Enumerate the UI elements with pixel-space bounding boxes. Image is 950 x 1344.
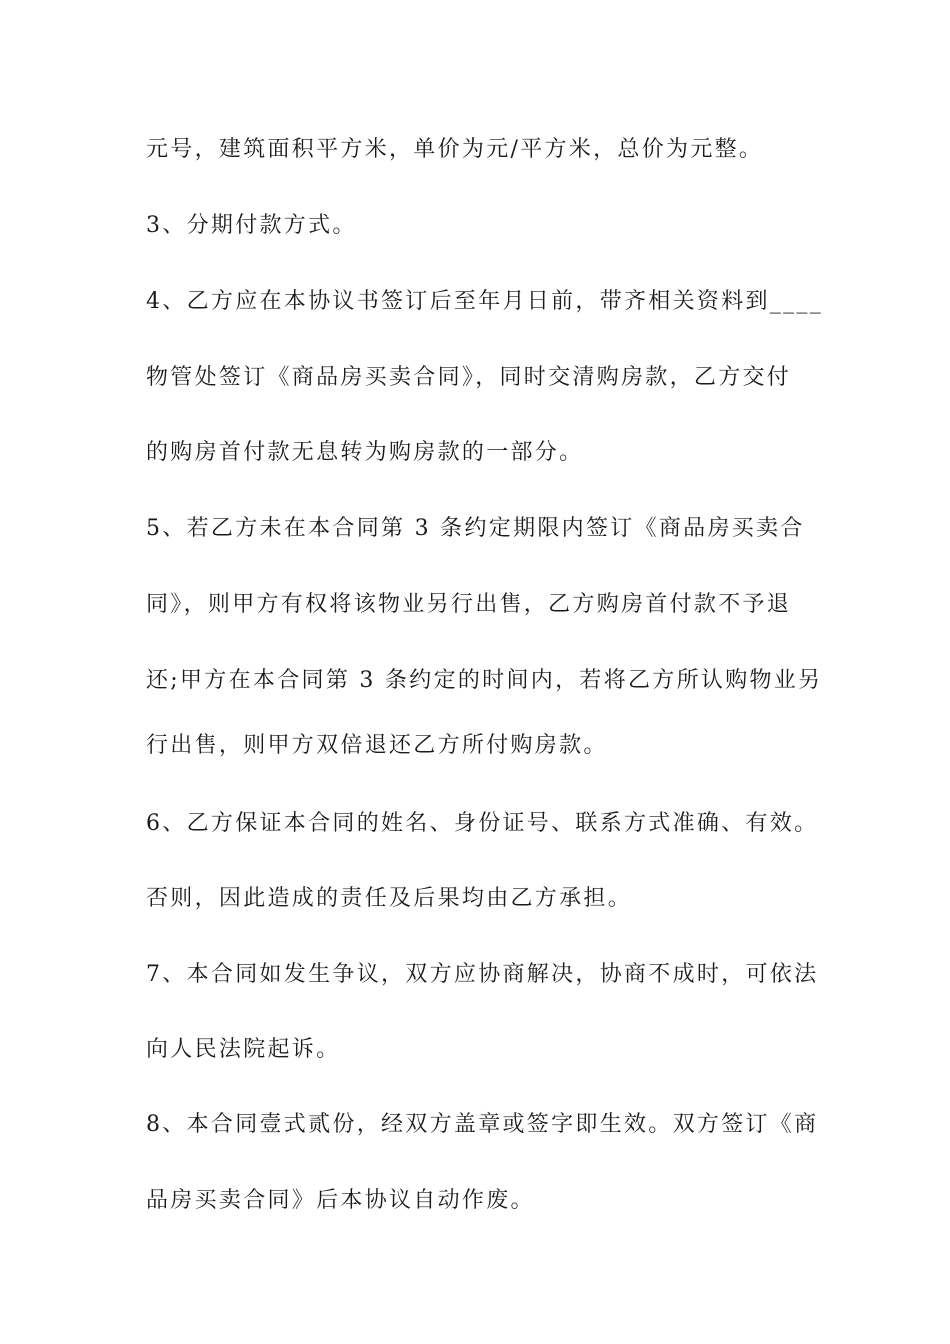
text-line: 的购房首付款无息转为购房款的一部分。	[146, 440, 584, 465]
text-line: 8、本合同壹式贰份，经双方盖章或签字即生效。双方签订《商	[146, 1112, 819, 1137]
text-line: 7、本合同如发生争议，双方应协商解决，协商不成时，可依法	[146, 962, 819, 987]
text-line: 还;甲方在本合同第 3 条约定的时间内，若将乙方所认购物业另	[146, 668, 823, 693]
text-line: 3、分期付款方式。	[146, 213, 357, 238]
text-line: 6、乙方保证本合同的姓名、身份证号、联系方式准确、有效。	[146, 811, 819, 836]
text-line: 元号，建筑面积平方米，单价为元/平方米，总价为元整。	[146, 137, 764, 162]
text-line: 向人民法院起诉。	[146, 1037, 341, 1062]
text-line: 4、乙方应在本协议书签订后至年月日前，带齐相关资料到____	[146, 289, 823, 314]
text-line: 同》，则甲方有权将该物业另行出售，乙方购房首付款不予退	[146, 592, 792, 617]
text-line: 行出售，则甲方双倍退还乙方所付购房款。	[146, 733, 608, 758]
text-line: 否则，因此造成的责任及后果均由乙方承担。	[146, 886, 633, 911]
text-line: 品房买卖合同》后本协议自动作废。	[146, 1188, 535, 1213]
text-line: 5、若乙方未在本合同第 3 条约定期限内签订《商品房买卖合	[146, 516, 805, 541]
text-line: 物管处签订《商品房买卖合同》，同时交清购房款，乙方交付	[146, 365, 792, 390]
